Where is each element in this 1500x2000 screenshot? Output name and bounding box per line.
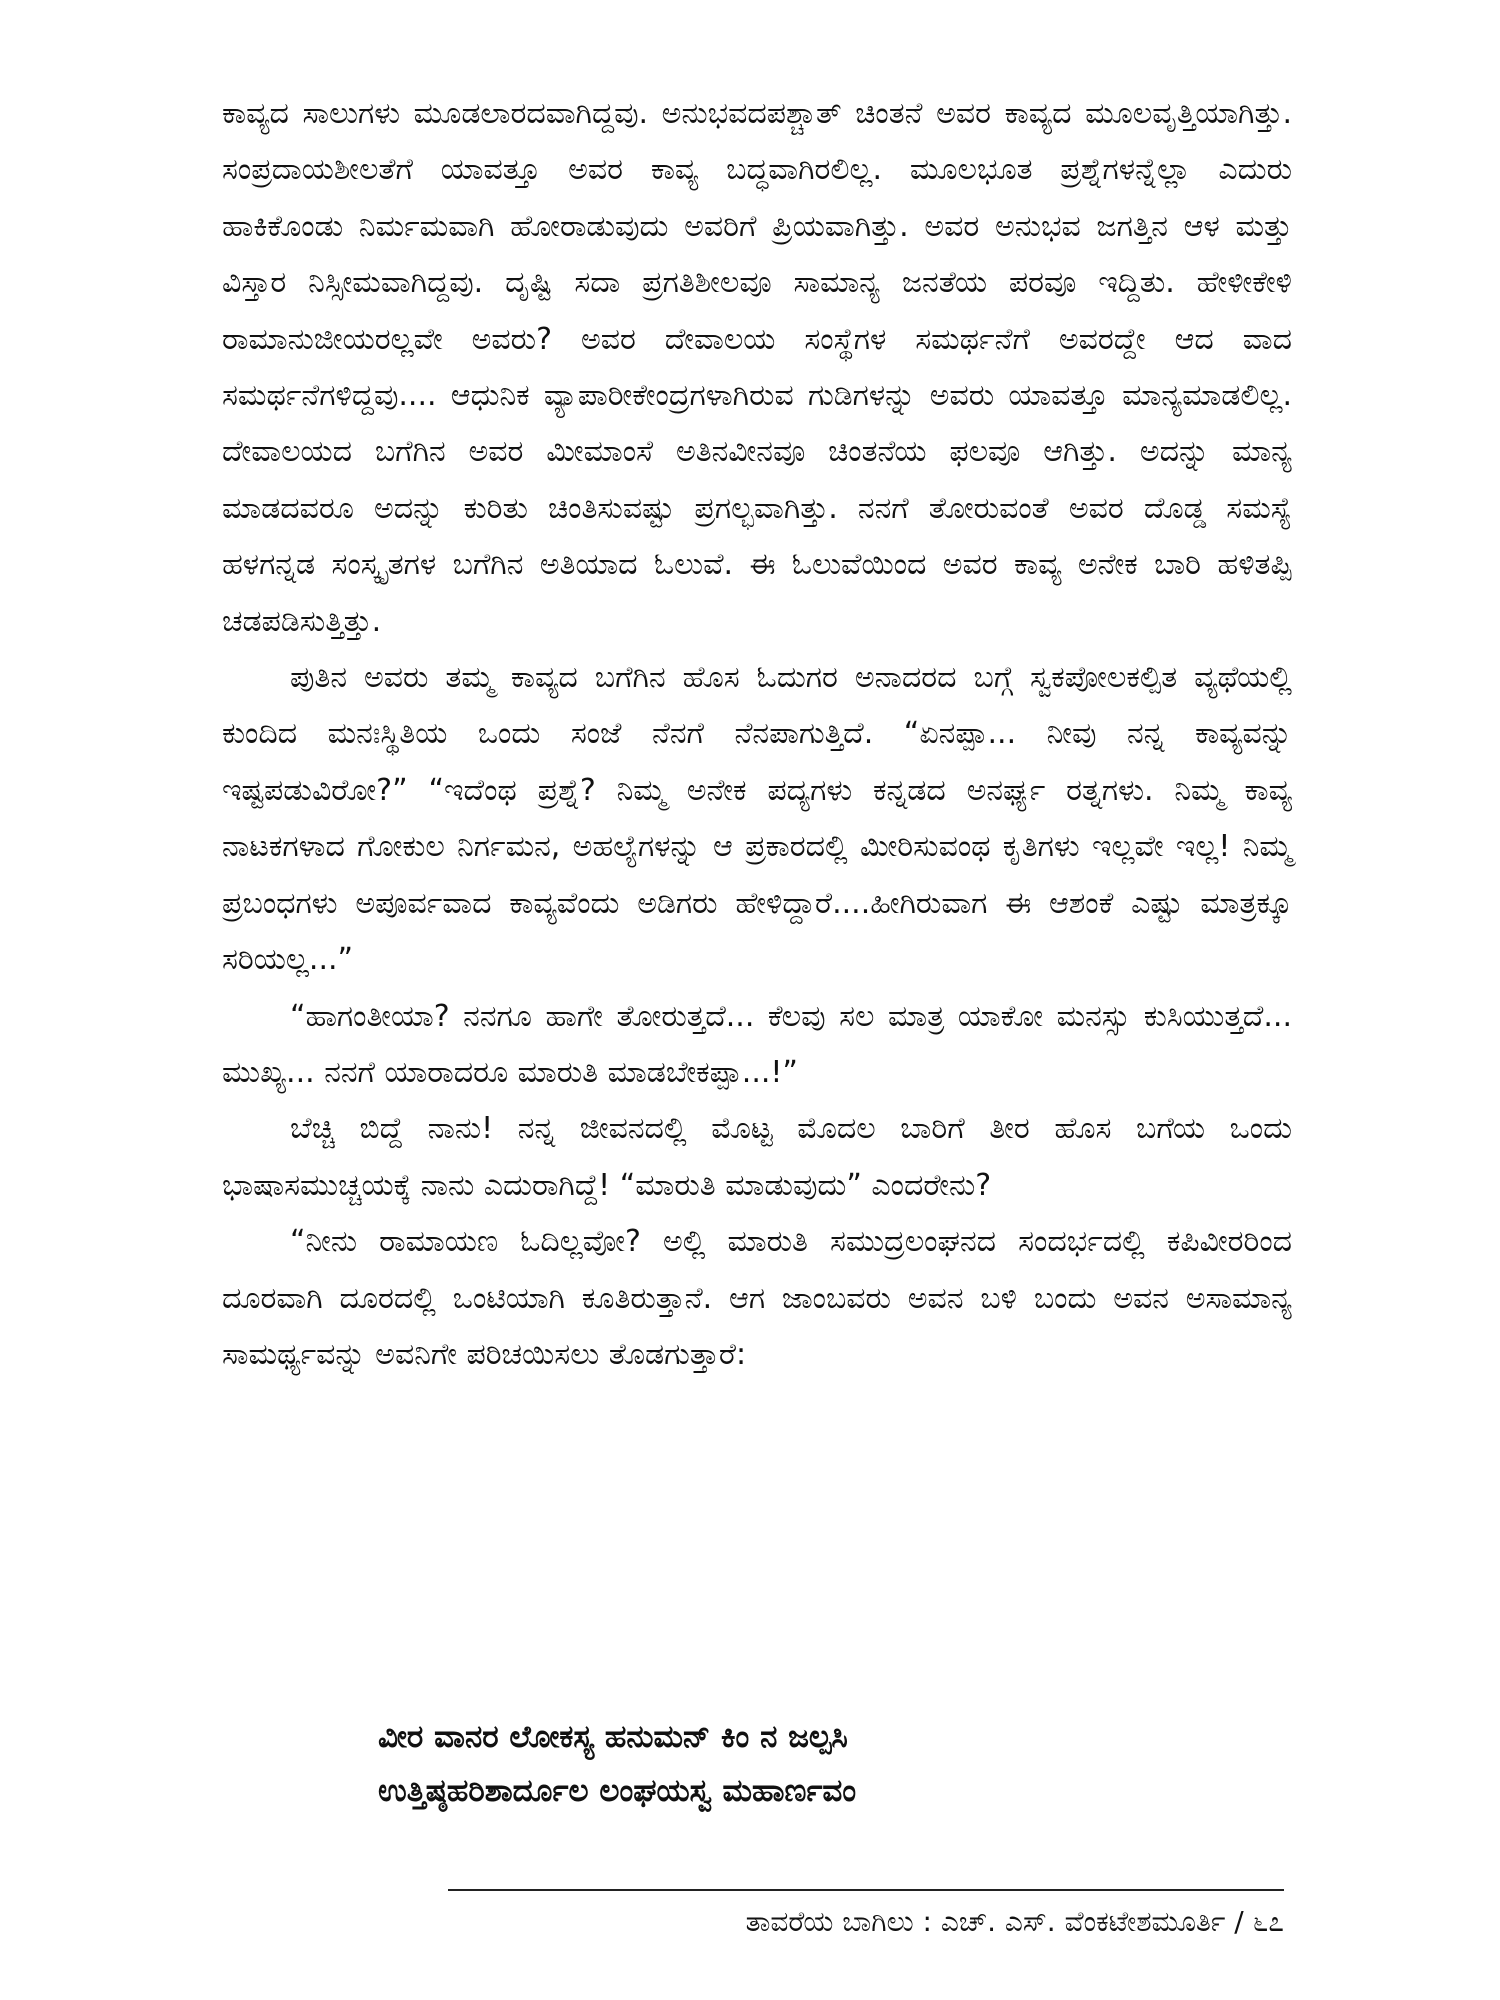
verse-line-1: ವೀರ ವಾನರ ಲೋಕಸ್ಯ ಹನುಮನ್ ಕಿಂ ನ ಜಲ್ಪಸಿ [378, 1719, 848, 1755]
page-number: / ೬೭ [1234, 1905, 1284, 1938]
paragraph-1: ಕಾವ್ಯದ ಸಾಲುಗಳು ಮೂಡಲಾರದವಾಗಿದ್ದವು. ಅನುಭವದಪಶ್ಚಾತ್ ಚಿಂತನೆ ಅವರ ಕಾವ್ಯದ ಮೂಲವೃತ್ತಿಯಾಗಿತ್ತು. ಸಂಪ್ರದಾಯಶೀಲತೆಗೆ ಯಾವತ್ತೂ ಅವರ ಕಾವ್ಯ ಬದ್ಧವಾಗಿರಲಿಲ್ಲ. ಮೂಲಭೂತ ಪ್ರಶ್ನೆಗಳನ್ನೆಲ್ಲಾ ಎದುರು ಹಾಕಿಕೊಂಡು ನಿರ್ಮಮವಾಗಿ ಹೋರಾಡುವುದು ಅವರಿಗೆ ಪ್ರಿಯವಾಗಿತ್ತು. ಅವರ ಅನುಭವ ಜಗತ್ತಿನ ಆಳ ಮತ್ತು ವಿಸ್ತಾರ ನಿಸ್ಸೀಮವಾಗಿದ್ದವು. ದೃಷ್ಟಿ ಸದಾ ಪ್ರಗತಿಶೀಲವೂ ಸಾಮಾನ್ಯ ಜನತೆಯ ಪರವೂ ಇದ್ದಿತು. ಹೇಳೀಕೇಳಿ ರಾಮಾನುಜೀಯರಲ್ಲವೇ ಅವರು? ಅವರ ದೇವಾಲಯ ಸಂಸ್ಥೆಗಳ ಸಮರ್ಥನೆಗೆ ಅವರದ್ದೇ ಆದ ವಾದ ಸಮರ್ಥನೆಗಳಿದ್ದವು.... ಆಧುನಿಕ ವ್ಯಾಪಾರೀಕೇಂದ್ರಗಳಾಗಿರುವ ಗುಡಿಗಳನ್ನು ಅವರು ಯಾವತ್ತೂ ಮಾನ್ಯಮಾಡಲಿಲ್ಲ. ದೇವಾಲಯದ ಬಗೆಗಿನ ಅವರ ಮೀಮಾಂಸೆ ಅತಿನವೀನವೂ ಚಿಂತನೆಯ ಫಲವೂ ಆಗಿತ್ತು. ಅದನ್ನು ಮಾನ್ಯ ಮಾಡದವರೂ ಅದನ್ನು ಕುರಿತು ಚಿಂತಿಸುವಷ್ಟು ಪ್ರಗಲ್ಭವಾಗಿತ್ತು. ನನಗೆ ತೋರುವಂತೆ ಅವರ ದೊಡ್ಡ ಸಮಸ್ಯೆ ಹಳಗನ್ನಡ ಸಂಸ್ಕೃತಗಳ ಬಗೆಗಿನ ಅತಿಯಾದ ಓಲುವೆ. ಈ ಓಲುವೆಯಿಂದ ಅವರ ಕಾವ್ಯ ಅನೇಕ ಬಾರಿ ಹಳಿತಪ್ಪಿ ಚಡಪಡಿಸುತ್ತಿತ್ತು. [222, 96, 1292, 639]
author-name: ಎಚ್. ಎಸ್. ವೆಂಕಟೇಶಮೂರ್ತಿ [940, 1905, 1226, 1938]
book-title: ತಾವರೆಯ ಬಾಗಿಲು [745, 1905, 914, 1938]
page-footer [448, 1902, 1284, 1942]
paragraph-3: “ಹಾಗಂತೀಯಾ? ನನಗೂ ಹಾಗೇ ತೋರುತ್ತದೆ... ಕೆಲವು ಸಲ ಮಾತ್ರ ಯಾಕೋ ಮನಸ್ಸು ಕುಸಿಯುತ್ತದೆ... ಮುಖ್ಯ... ನನಗೆ ಯಾರಾದರೂ ಮಾರುತಿ ಮಾಡಬೇಕಪ್ಪಾ...!” [222, 998, 1292, 1090]
body-text [222, 86, 1292, 1383]
verse-line-2: ಉತ್ತಿಷ್ಠಹರಿಶಾರ್ದೂಲ ಲಂಘಯಸ್ವ ಮಹಾರ್ಣವಂ [378, 1773, 857, 1809]
paragraph-2: ಪುತಿನ ಅವರು ತಮ್ಮ ಕಾವ್ಯದ ಬಗೆಗಿನ ಹೊಸ ಓದುಗರ ಅನಾದರದ ಬಗ್ಗೆ ಸ್ವಕಪೋಲಕಲ್ಪಿತ ವ್ಯಥೆಯಲ್ಲಿ ಕುಂದಿದ ಮನಃಸ್ಥಿತಿಯ ಒಂದು ಸಂಜೆ ನೆನಗೆ ನೆನಪಾಗುತ್ತಿದೆ. “ಏನಪ್ಪಾ... ನೀವು ನನ್ನ ಕಾವ್ಯವನ್ನು ಇಷ್ಟಪಡುವಿರೋ?” “ಇದೆಂಥ ಪ್ರಶ್ನೆ? ನಿಮ್ಮ ಅನೇಕ ಪದ್ಯಗಳು ಕನ್ನಡದ ಅನರ್ಘ್ಯ ರತ್ನಗಳು. ನಿಮ್ಮ ಕಾವ್ಯ ನಾಟಕಗಳಾದ ಗೋಕುಲ ನಿರ್ಗಮನ, ಅಹಲ್ಯೆಗಳನ್ನು ಆ ಪ್ರಕಾರದಲ್ಲಿ ಮೀರಿಸುವಂಥ ಕೃತಿಗಳು ಇಲ್ಲವೇ ಇಲ್ಲ! ನಿಮ್ಮ ಪ್ರಬಂಧಗಳು ಅಪೂರ್ವವಾದ ಕಾವ್ಯವೆಂದು ಅಡಿಗರು ಹೇಳಿದ್ದಾರೆ....ಹೀಗಿರುವಾಗ ಈ ಆಶಂಕೆ ಎಷ್ಟು ಮಾತ್ರಕ್ಕೂ ಸರಿಯಲ್ಲ...” [222, 660, 1292, 978]
paragraph-5: “ನೀನು ರಾಮಾಯಣ ಓದಿಲ್ಲವೋ? ಅಲ್ಲಿ ಮಾರುತಿ ಸಮುದ್ರಲಂಘನದ ಸಂದರ್ಭದಲ್ಲಿ ಕಪಿವೀರರಿಂದ ದೂರವಾಗಿ ದೂರದಲ್ಲಿ ಒಂಟಿಯಾಗಿ ಕೂತಿರುತ್ತಾನೆ. ಆಗ ಜಾಂಬವರು ಅವನ ಬಳಿ ಬಂದು ಅವನ ಅಸಾಮಾನ್ಯ ಸಾಮರ್ಥ್ಯವನ್ನು ಅವನಿಗೇ ಪರಿಚಯಿಸಲು ತೊಡಗುತ್ತಾರೆ: [222, 1224, 1292, 1372]
paragraph-4: ಬೆಚ್ಚಿ ಬಿದ್ದೆ ನಾನು! ನನ್ನ ಜೀವನದಲ್ಲಿ ಮೊಟ್ಟ ಮೊದಲ ಬಾರಿಗೆ ತೀರ ಹೊಸ ಬಗೆಯ ಒಂದು ಭಾಷಾಸಮುಚ್ಚಯಕ್ಕೆ ನಾನು ಎದುರಾಗಿದ್ದೆ! “ಮಾರುತಿ ಮಾಡುವುದು” ಎಂದರೇನು? [222, 1111, 1292, 1203]
footer-separator: : [922, 1905, 932, 1938]
footer-rule [448, 1889, 1284, 1891]
verse-block [378, 1710, 1238, 1818]
